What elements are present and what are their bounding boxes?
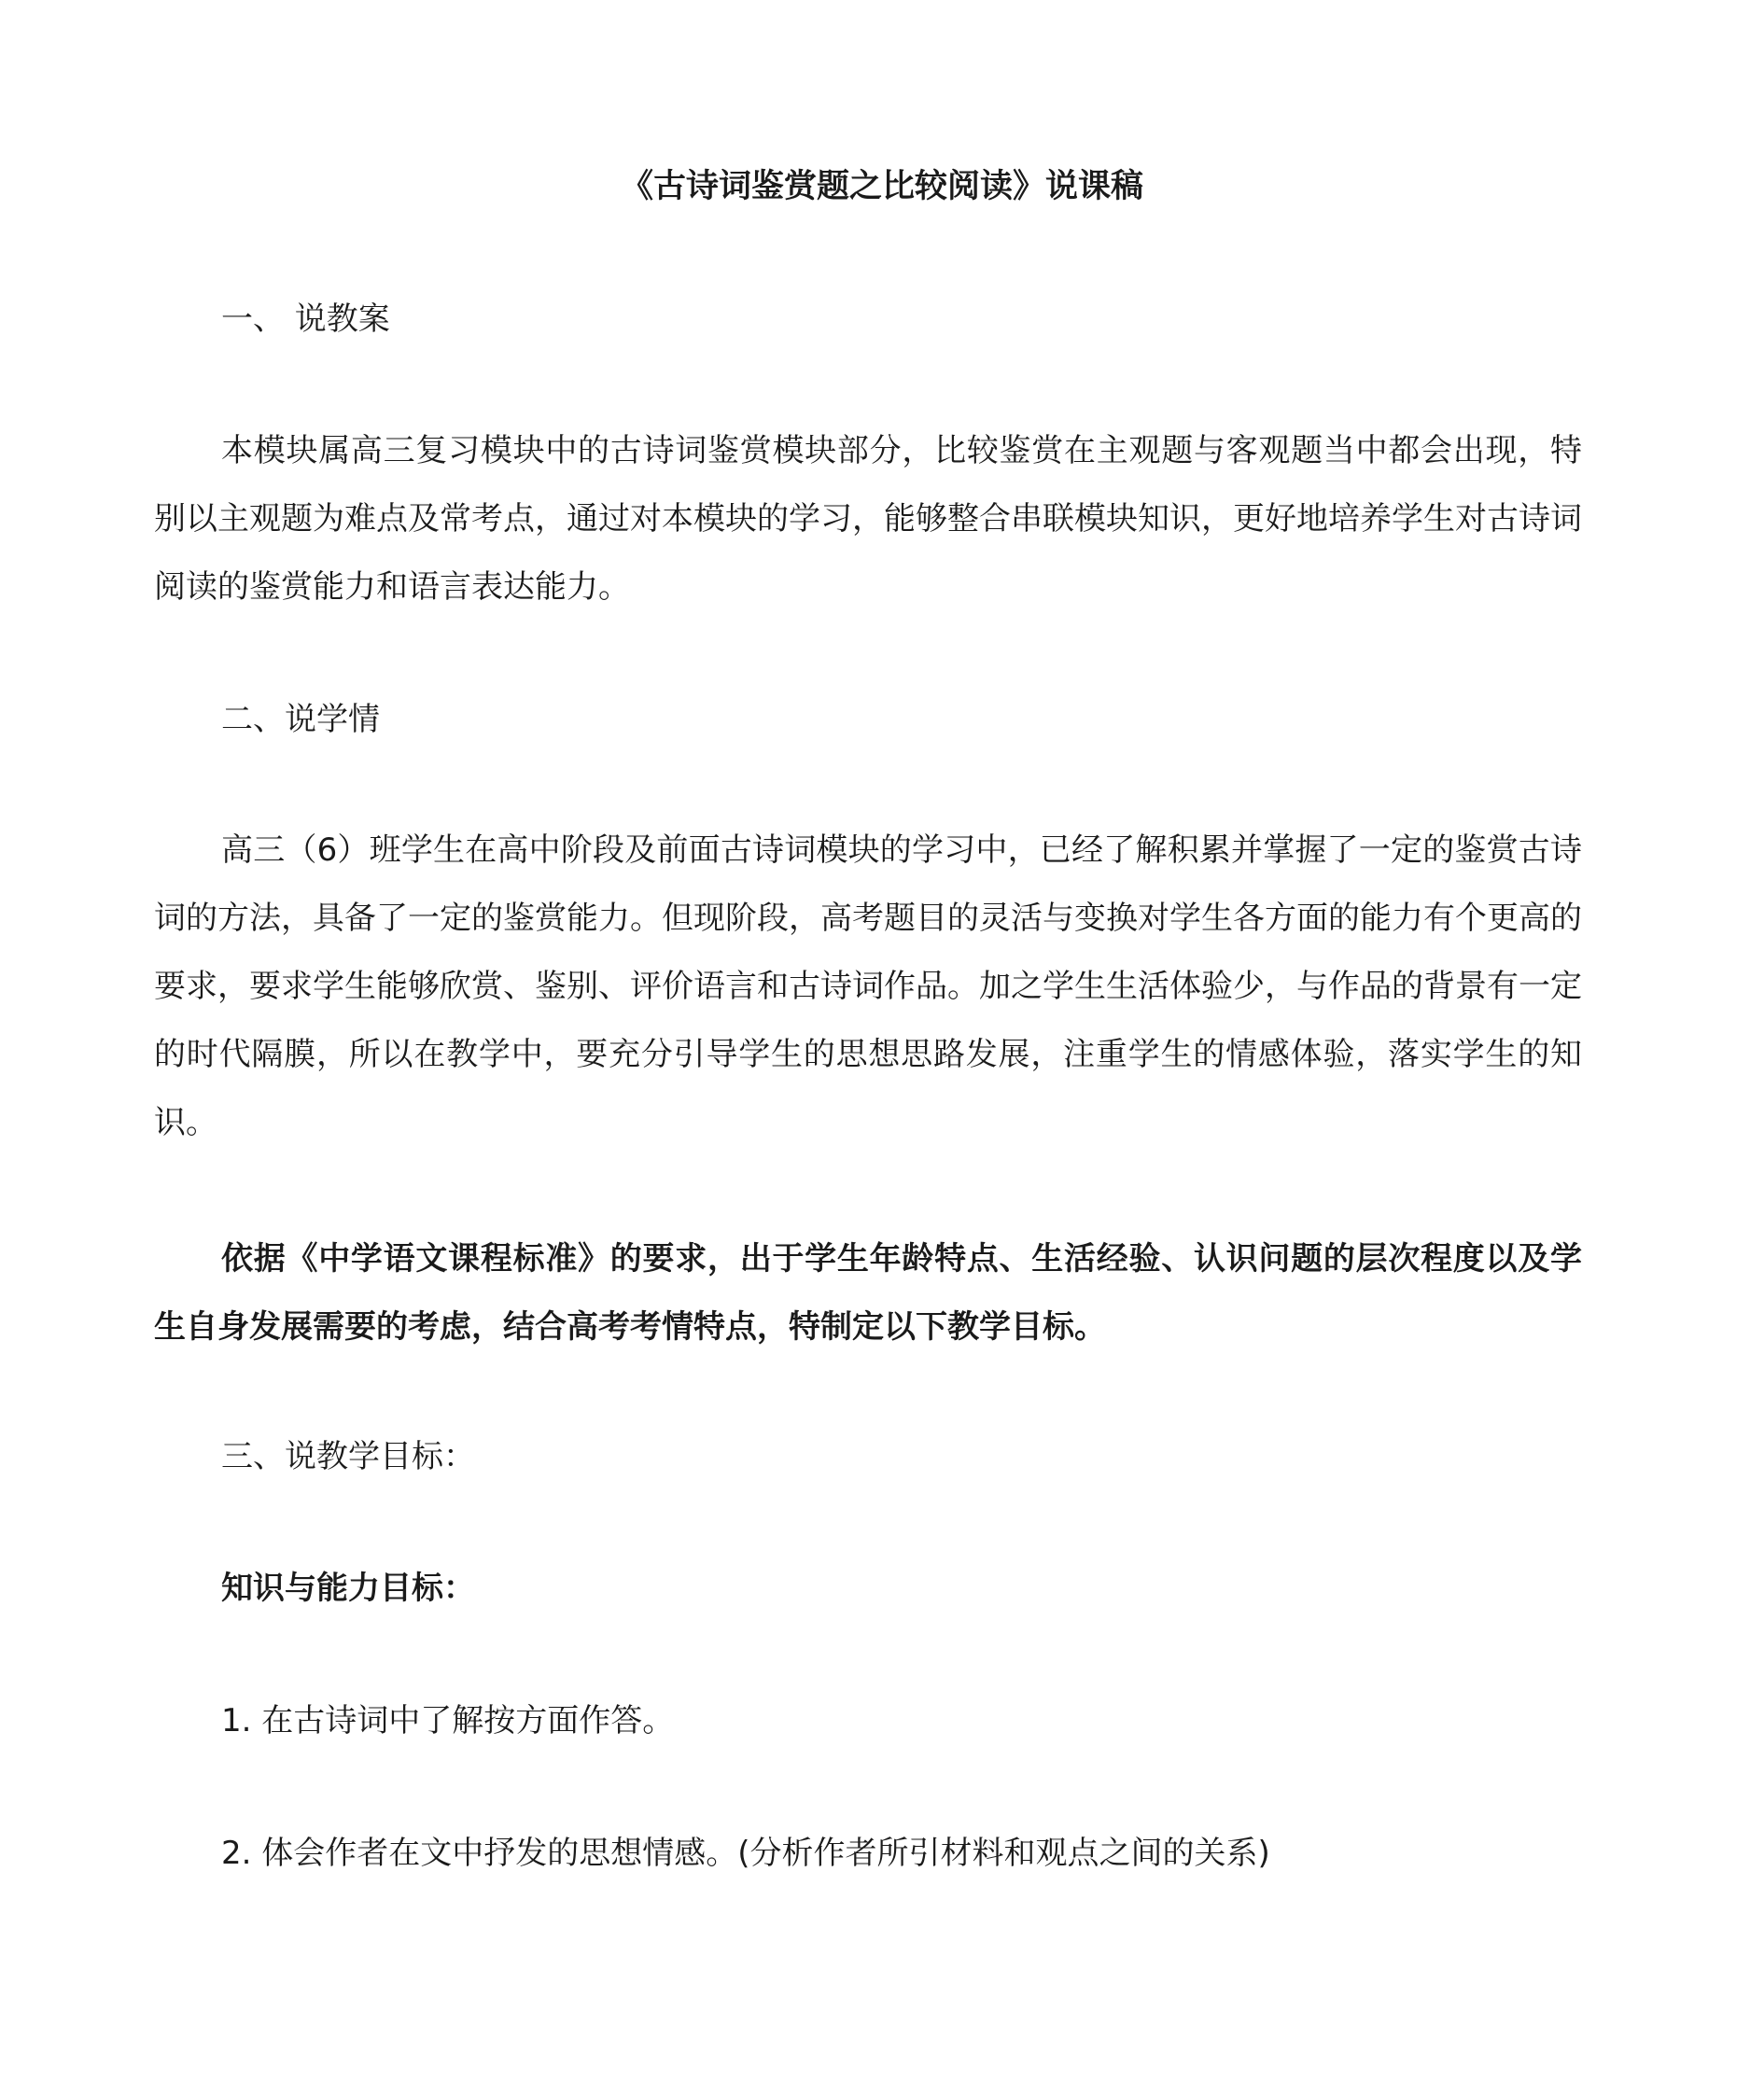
section2-heading: 二、说学情 (221, 701, 380, 738)
section3-heading: 三、说教学目标： (221, 1438, 475, 1475)
section1-heading: 一、 说教案 (221, 300, 390, 338)
section2-body: 高三（6）班学生在高中阶段及前面古诗词模块的学习中，已经了解积累并掌握了一定的鉴赏古诗词的方法，具备了一定的鉴赏能力。但现阶段，高考题目的灵活与变换对学生各方面的能力有个更高的要求，要求学生能够欣赏、鉴别、评价语言和古诗词作品。加之学生生活体验少，与作品的背景有一定的时代隔膜，所以在教学中，要充分引导学生的思想思路发展，注重学生的情感体验，落实学生的知识。 (154, 831, 1582, 1141)
document-title: 《古诗词鉴赏题之比较阅读》说课稿 (620, 168, 1143, 205)
section1-body: 本模块属高三复习模块中的古诗词鉴赏模块部分，比较鉴赏在主观题与客观题当中都会出现，特别以主观题为难点及常考点，通过对本模块的学习，能够整合串联模块知识，更好地培养学生对古诗词阅读的鉴赏能力和语言表达能力。 (154, 432, 1582, 606)
goal-item-1: 1. 在古诗词中了解按方面作答。 (221, 1702, 675, 1739)
knowledge-goals-heading: 知识与能力目标： (221, 1570, 475, 1607)
basis-paragraph: 依据《中学语文课程标准》的要求，出于学生年龄特点、生活经验、认识问题的层次程度以及学生自身发展需要的考虑，结合高考考情特点，特制定以下教学目标。 (154, 1240, 1582, 1346)
goal-item-2: 2. 体会作者在文中抒发的思想情感。(分析作者所引材料和观点之间的关系) (221, 1835, 1270, 1872)
